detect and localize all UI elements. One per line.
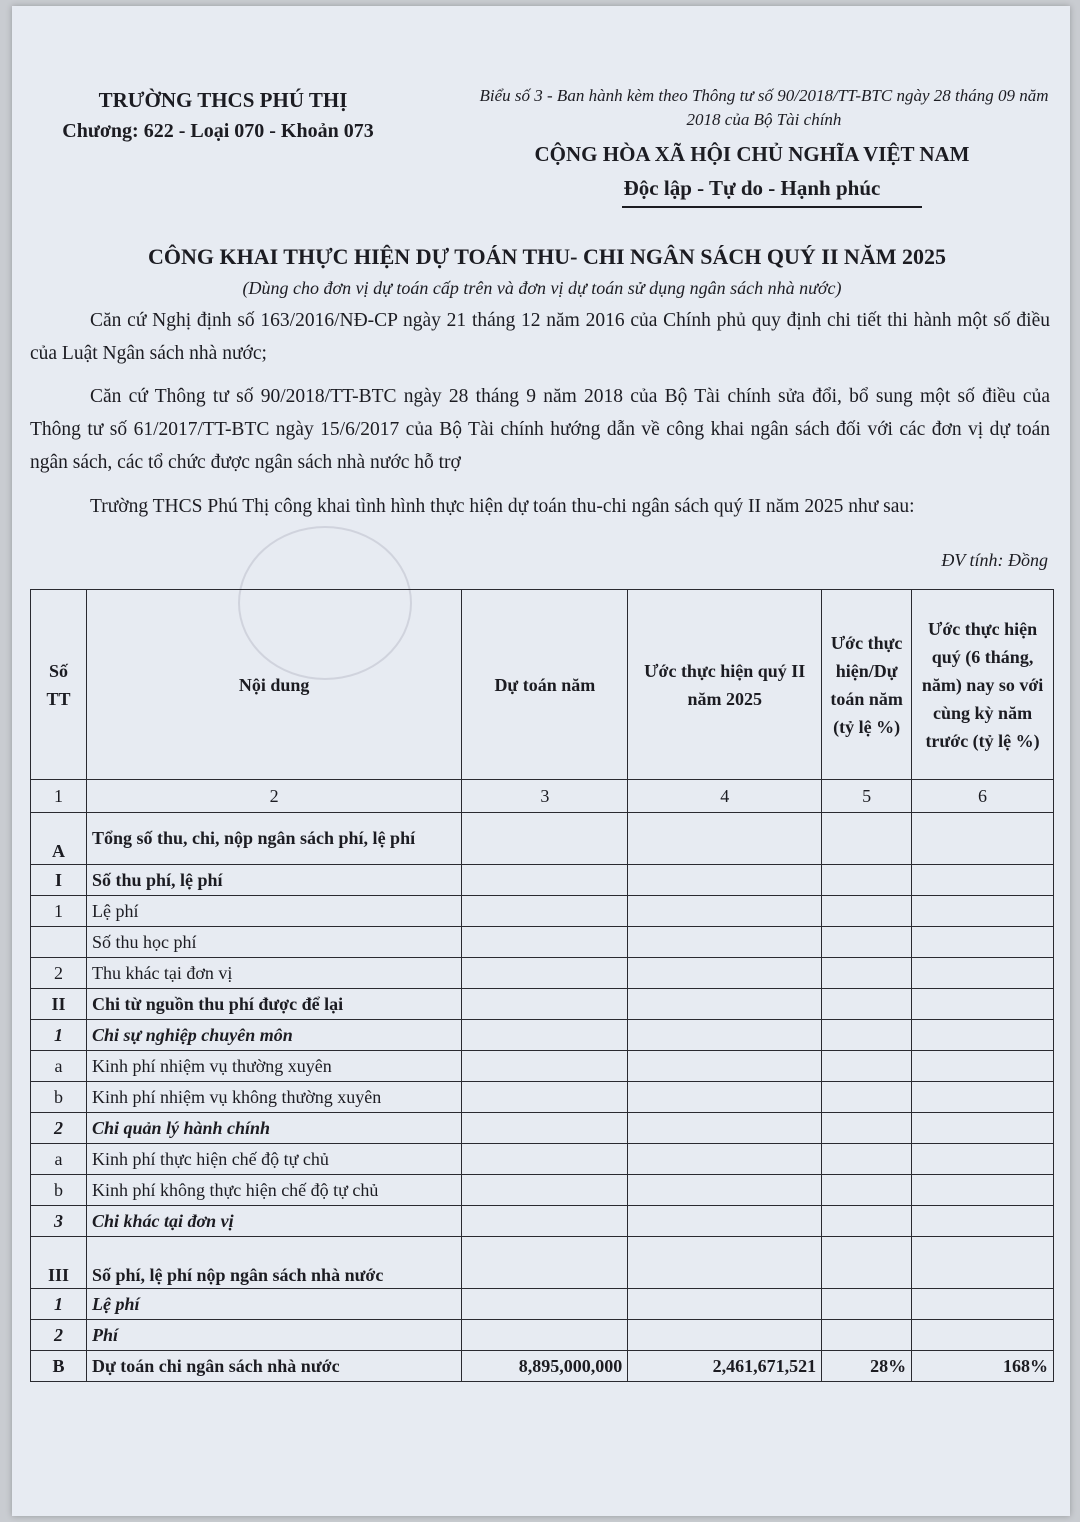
col-number: 4: [628, 780, 822, 813]
table-row: [31, 1113, 1054, 1144]
table-row: [31, 1237, 1054, 1289]
row-content: Chi quản lý hành chính: [86, 1113, 461, 1144]
row-stt: b: [31, 1175, 87, 1206]
row-content: Số thu phí, lệ phí: [86, 865, 461, 896]
row-content: Thu khác tại đơn vị: [86, 958, 461, 989]
col-number: 1: [31, 780, 87, 813]
row-stt: II: [31, 989, 87, 1020]
ratio-value: 28%: [822, 1351, 912, 1382]
row-content: Chi khác tại đơn vị: [86, 1206, 461, 1237]
row-stt: I: [31, 865, 87, 896]
header-ratio: Ước thực hiện/Dự toán năm (tỷ lệ %): [822, 590, 912, 780]
document-title: CÔNG KHAI THỰC HIỆN DỰ TOÁN THU- CHI NGÂN SÁCH QUÝ II NĂM 2025: [148, 244, 946, 269]
row-content: Kinh phí không thực hiện chế độ tự chủ: [86, 1175, 461, 1206]
header-content: Nội dung: [86, 590, 461, 780]
table-row-budget-total: [31, 1351, 1054, 1382]
row-stt: [31, 927, 87, 958]
form-reference-note: Biểu số 3 - Ban hành kèm theo Thông tư số 90/2018/TT-BTC ngày 28 tháng 09 năm 2018 của Bộ Tài chính: [479, 86, 1049, 129]
national-motto: Độc lập - Tự do - Hạnh phúc: [623, 176, 881, 200]
col-number: 6: [912, 780, 1054, 813]
row-content: Số phí, lệ phí nộp ngân sách nhà nước: [86, 1237, 461, 1289]
table-row: [31, 896, 1054, 927]
row-stt: a: [31, 1051, 87, 1082]
table-row: [31, 1144, 1054, 1175]
row-content: Kinh phí nhiệm vụ thường xuyên: [86, 1051, 461, 1082]
row-stt: 2: [31, 1320, 87, 1351]
row-content: Lệ phí: [86, 896, 461, 927]
legal-basis-decree: [30, 304, 1050, 370]
row-content: Kinh phí nhiệm vụ không thường xuyên: [86, 1082, 461, 1113]
row-content: Chi sự nghiệp chuyên môn: [86, 1020, 461, 1051]
row-stt: III: [31, 1237, 87, 1289]
table-row: [31, 1175, 1054, 1206]
row-content: Tổng số thu, chi, nộp ngân sách phí, lệ phí: [86, 813, 461, 865]
row-stt: 1: [31, 1289, 87, 1320]
yoy-value: 168%: [912, 1351, 1054, 1382]
row-stt: a: [31, 1144, 87, 1175]
table-row: [31, 927, 1054, 958]
col-number: 5: [822, 780, 912, 813]
table-row: [31, 1206, 1054, 1237]
q2-actual-value: 2,461,671,521: [628, 1351, 822, 1382]
column-number-row: [31, 780, 1054, 813]
row-stt: 2: [31, 958, 87, 989]
col-number: 3: [462, 780, 628, 813]
header-q2-actual: Ước thực hiện quý II năm 2025: [628, 590, 822, 780]
table-row: [31, 1289, 1054, 1320]
table-row: [31, 1082, 1054, 1113]
table-row: [31, 958, 1054, 989]
paragraph-text: Căn cứ Thông tư số 90/2018/TT-BTC ngày 28 tháng 9 năm 2018 của Bộ Tài chính sửa đổi, bổ sung một số điều của Thông tư số 61/2017/TT-BTC ngày 15/6/2017 của Bộ Tài chính hướng dẫn về công khai ngân sách đối với các đơn vị dự toán ngân sách, các tổ chức được ngân sách nhà nước hỗ trợ: [30, 386, 1050, 473]
school-name: TRƯỜNG THCS PHÚ THỊ: [98, 88, 348, 112]
table-row: [31, 865, 1054, 896]
header-stt: Số TT: [31, 590, 87, 780]
table-row: [31, 1320, 1054, 1351]
row-stt: A: [31, 813, 87, 865]
motto-underline: [622, 206, 922, 208]
row-content: Kinh phí thực hiện chế độ tự chủ: [86, 1144, 461, 1175]
row-stt: 1: [31, 1020, 87, 1051]
row-stt: 2: [31, 1113, 87, 1144]
table-row: [31, 813, 1054, 865]
budget-chapter-code: Chương: 622 - Loại 070 - Khoản 073: [62, 120, 374, 142]
legal-basis-circular: [30, 380, 1050, 479]
row-content: Dự toán chi ngân sách nhà nước: [86, 1351, 461, 1382]
document-subtitle: (Dùng cho đơn vị dự toán cấp trên và đơn vị dự toán sử dụng ngân sách nhà nước): [242, 278, 842, 298]
row-content: Chi từ nguồn thu phí được để lại: [86, 989, 461, 1020]
header-yoy: Ước thực hiện quý (6 tháng, năm) nay so với cùng kỳ năm trước (tỷ lệ %): [912, 590, 1054, 780]
row-content: Phí: [86, 1320, 461, 1351]
paragraph-text: Trường THCS Phú Thị công khai tình hình thực hiện dự toán thu-chi ngân sách quý II năm 2025 như sau:: [90, 496, 915, 517]
row-stt: 3: [31, 1206, 87, 1237]
header-annual-estimate: Dự toán năm: [462, 590, 628, 780]
row-content: Lệ phí: [86, 1289, 461, 1320]
table-row: [31, 1051, 1054, 1082]
annual-estimate-value: 8,895,000,000: [462, 1351, 628, 1382]
row-stt: B: [31, 1351, 87, 1382]
col-number: 2: [86, 780, 461, 813]
table-row: [31, 1020, 1054, 1051]
national-title: CỘNG HÒA XÃ HỘI CHỦ NGHĨA VIỆT NAM: [534, 142, 970, 166]
table-row: [31, 989, 1054, 1020]
document-page: [12, 6, 1070, 1516]
row-content: Số thu học phí: [86, 927, 461, 958]
budget-table: [30, 589, 1054, 1382]
currency-unit: ĐV tính: Đồng: [941, 550, 1048, 570]
row-stt: 1: [31, 896, 87, 927]
row-stt: b: [31, 1082, 87, 1113]
disclosure-statement: [30, 490, 1050, 523]
paragraph-text: Căn cứ Nghị định số 163/2016/NĐ-CP ngày 21 tháng 12 năm 2016 của Chính phủ quy định chi tiết thi hành một số điều của Luật Ngân sách nhà nước;: [30, 310, 1050, 364]
